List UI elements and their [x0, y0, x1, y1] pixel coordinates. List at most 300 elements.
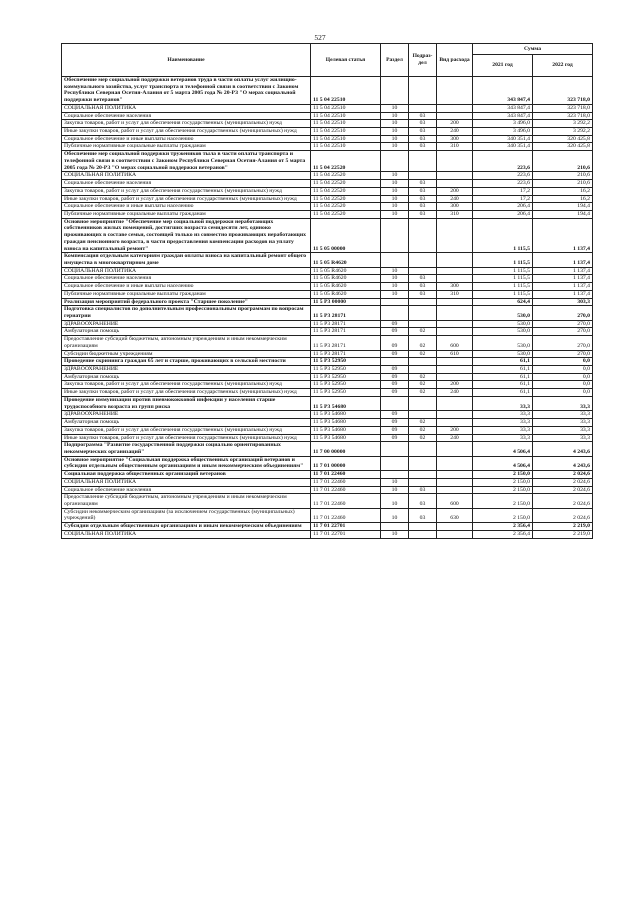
row-name: Публичные нормативные социальные выплаты гражданам — [62, 290, 311, 298]
row-sum-2021: 61,1 — [473, 381, 533, 389]
row-subsection — [409, 396, 437, 410]
row-sum-2021: 2 356,4 — [473, 523, 533, 531]
table-row — [62, 120, 593, 128]
table-row — [62, 523, 593, 531]
row-name: Предоставление субсидий бюджетным, автономным учреждениям и иным некоммерческим организациям — [62, 336, 311, 350]
row-expense-type — [437, 486, 473, 494]
row-name: Социальное обеспечение населения — [62, 486, 311, 494]
row-sum-2022: 4 243,6 — [533, 456, 593, 470]
page-number: 527 — [314, 33, 326, 42]
row-sum-2022: 2 024,6 — [533, 478, 593, 486]
row-name: ЗДРАВООХРАНЕНИЕ — [62, 320, 311, 328]
row-sum-2021: 3 496,0 — [473, 128, 533, 136]
row-sum-2021: 530,0 — [473, 328, 533, 336]
row-sum-2022: 16,2 — [533, 195, 593, 203]
row-sum-2022: 0,0 — [533, 389, 593, 397]
row-name: Публичные нормативные социальные выплаты гражданам — [62, 210, 311, 218]
row-expense-type: 200 — [437, 187, 473, 195]
row-expense-type — [437, 328, 473, 336]
row-subsection — [409, 320, 437, 328]
row-sum-2022: 2 219,0 — [533, 523, 593, 531]
row-sum-2021: 2 150,0 — [473, 486, 533, 494]
table-row — [62, 381, 593, 389]
row-subsection: 03 — [409, 135, 437, 143]
table-row — [62, 195, 593, 203]
row-sum-2021: 2 356,4 — [473, 530, 533, 538]
table-row — [62, 366, 593, 374]
row-section: 09 — [381, 328, 409, 336]
row-sum-2021: 33,3 — [473, 434, 533, 442]
row-sum-2021: 4 506,4 — [473, 456, 533, 470]
row-expense-type: 200 — [437, 120, 473, 128]
row-subsection: 03 — [409, 203, 437, 211]
row-name: Амбулаторная помощь — [62, 328, 311, 336]
row-sum-2021: 17,2 — [473, 195, 533, 203]
row-subsection: 03 — [409, 486, 437, 494]
header-sum: Сумма — [473, 44, 593, 55]
row-name: Подпрограмма "Развитие государственной поддержки социально ориентированных некоммерческих организаций" — [62, 442, 311, 456]
row-subsection — [409, 366, 437, 374]
row-target-code: 11 5 04 22510 — [311, 135, 381, 143]
row-subsection — [409, 306, 437, 320]
row-expense-type: 310 — [437, 210, 473, 218]
row-name: Закупка товаров, работ и услуг для обеспечения государственных (муниципальных) нужд — [62, 426, 311, 434]
row-name: Социальная поддержка общественных организаций ветеранов — [62, 471, 311, 479]
row-target-code: 11 5 04 22520 — [311, 151, 381, 172]
table-row — [62, 218, 593, 253]
row-section — [381, 253, 409, 267]
row-subsection: 02 — [409, 426, 437, 434]
row-sum-2022: 320 425,8 — [533, 143, 593, 151]
row-target-code: 11 5 P3 28171 — [311, 320, 381, 328]
row-sum-2022: 0,0 — [533, 358, 593, 366]
row-target-code: 11 5 04 22510 — [311, 77, 381, 105]
row-sum-2022: 0,0 — [533, 366, 593, 374]
table-row — [62, 104, 593, 112]
row-subsection — [409, 253, 437, 267]
row-expense-type — [437, 104, 473, 112]
row-section: 10 — [381, 128, 409, 136]
row-subsection: 03 — [409, 494, 437, 508]
row-name: СОЦИАЛЬНАЯ ПОЛИТИКА — [62, 267, 311, 275]
row-subsection — [409, 411, 437, 419]
row-name: Иные закупки товаров, работ и услуг для обеспечения государственных (муниципальных) нужд — [62, 195, 311, 203]
row-sum-2022: 270,0 — [533, 328, 593, 336]
row-sum-2022: 270,0 — [533, 350, 593, 358]
row-subsection: 02 — [409, 389, 437, 397]
row-sum-2022: 1 137,4 — [533, 275, 593, 283]
row-expense-type — [437, 253, 473, 267]
table-row — [62, 298, 593, 306]
row-subsection — [409, 442, 437, 456]
row-subsection: 03 — [409, 508, 437, 522]
table-row — [62, 508, 593, 522]
row-sum-2021: 223,6 — [473, 172, 533, 180]
row-expense-type — [437, 396, 473, 410]
table-row — [62, 389, 593, 397]
row-sum-2022: 320 425,8 — [533, 135, 593, 143]
row-sum-2021: 3 496,0 — [473, 120, 533, 128]
row-target-code: 11 5 P3 54680 — [311, 411, 381, 419]
row-subsection — [409, 530, 437, 538]
row-sum-2022: 270,0 — [533, 320, 593, 328]
row-sum-2021: 33,3 — [473, 396, 533, 410]
row-sum-2021: 1 115,5 — [473, 253, 533, 267]
row-expense-type — [437, 306, 473, 320]
row-sum-2021: 206,4 — [473, 203, 533, 211]
row-subsection — [409, 456, 437, 470]
row-sum-2022: 1 137,4 — [533, 283, 593, 291]
header-type: Вид расхода — [437, 44, 473, 77]
row-subsection: 02 — [409, 328, 437, 336]
row-name: Социальное обеспечение и иные выплаты населению — [62, 283, 311, 291]
row-expense-type — [437, 267, 473, 275]
table-row — [62, 442, 593, 456]
row-target-code: 11 5 05 R4620 — [311, 253, 381, 267]
table-row — [62, 350, 593, 358]
row-expense-type: 600 — [437, 494, 473, 508]
row-sum-2021: 340 351,4 — [473, 143, 533, 151]
row-target-code: 11 7 01 22460 — [311, 471, 381, 479]
row-sum-2022: 2 024,6 — [533, 486, 593, 494]
row-target-code: 11 5 P3 28171 — [311, 306, 381, 320]
row-section: 09 — [381, 389, 409, 397]
row-section — [381, 151, 409, 172]
row-sum-2022: 1 137,4 — [533, 267, 593, 275]
row-subsection: 02 — [409, 373, 437, 381]
row-sum-2022: 33,3 — [533, 426, 593, 434]
row-name: Предоставление субсидий бюджетным, автономным учреждениям и иным некоммерческим организациям — [62, 494, 311, 508]
row-target-code: 11 5 05 00000 — [311, 218, 381, 253]
row-name: Проведение скрининга граждан 65 лет и старше, проживающих в сельской местности — [62, 358, 311, 366]
header-year-2021: 2021 год — [473, 55, 533, 77]
row-expense-type — [437, 275, 473, 283]
row-sum-2022: 194,4 — [533, 203, 593, 211]
table-row — [62, 143, 593, 151]
row-expense-type: 240 — [437, 128, 473, 136]
table-row — [62, 275, 593, 283]
row-sum-2022: 2 024,6 — [533, 494, 593, 508]
table-row — [62, 112, 593, 120]
row-name: Субсидии некоммерческим организациям (за исключением государственных (муниципальных) учреждений) — [62, 508, 311, 522]
row-expense-type — [437, 442, 473, 456]
row-sum-2022: 323 718,0 — [533, 104, 593, 112]
row-sum-2022: 33,3 — [533, 411, 593, 419]
row-target-code: 11 7 01 22701 — [311, 530, 381, 538]
row-name: Основное мероприятие "Обеспечение мер социальной поддержки неработающих собственников жилых помещений, достигших возраста семидесяти лет, одиноко проживающих в составе семьи, состоящей только из совместно проживающих неработающих граждан пенсионного возраста, в части предоставления компенсации расходов на уплату взноса на капитальный ремонт" — [62, 218, 311, 253]
row-section: 10 — [381, 172, 409, 180]
row-expense-type — [437, 320, 473, 328]
table-row — [62, 471, 593, 479]
row-name: ЗДРАВООХРАНЕНИЕ — [62, 366, 311, 374]
row-section: 10 — [381, 104, 409, 112]
row-target-code: 11 5 P3 54680 — [311, 396, 381, 410]
row-sum-2021: 223,6 — [473, 151, 533, 172]
row-sum-2022: 33,3 — [533, 396, 593, 410]
row-sum-2021: 343 847,4 — [473, 112, 533, 120]
row-sum-2021: 1 115,5 — [473, 267, 533, 275]
table-row — [62, 320, 593, 328]
row-target-code: 11 5 05 R4620 — [311, 275, 381, 283]
row-sum-2021: 2 150,0 — [473, 494, 533, 508]
row-section — [381, 306, 409, 320]
row-name: Закупка товаров, работ и услуг для обеспечения государственных (муниципальных) нужд — [62, 381, 311, 389]
row-section: 09 — [381, 434, 409, 442]
row-expense-type — [437, 298, 473, 306]
row-target-code: 11 5 04 22520 — [311, 195, 381, 203]
row-target-code: 11 7 01 22460 — [311, 508, 381, 522]
row-subsection — [409, 172, 437, 180]
table-row — [62, 328, 593, 336]
row-name: Социальное обеспечение и иные выплаты населению — [62, 203, 311, 211]
row-expense-type: 200 — [437, 381, 473, 389]
row-expense-type: 610 — [437, 350, 473, 358]
row-section: 09 — [381, 381, 409, 389]
row-section: 10 — [381, 187, 409, 195]
table-row — [62, 494, 593, 508]
table-row — [62, 426, 593, 434]
row-sum-2022: 323 718,0 — [533, 112, 593, 120]
row-expense-type — [437, 366, 473, 374]
row-expense-type: 310 — [437, 143, 473, 151]
row-name: Проведение иммунизации против пневмококковой инфекции у населения старше трудоспособного возраста из групп риска — [62, 396, 311, 410]
row-target-code: 11 5 04 22520 — [311, 210, 381, 218]
row-subsection: 03 — [409, 290, 437, 298]
row-target-code: 11 5 05 R4620 — [311, 267, 381, 275]
row-sum-2022: 33,3 — [533, 434, 593, 442]
row-expense-type — [437, 419, 473, 427]
row-name: СОЦИАЛЬНАЯ ПОЛИТИКА — [62, 530, 311, 538]
table-row — [62, 210, 593, 218]
row-target-code: 11 5 P3 52950 — [311, 358, 381, 366]
row-target-code: 11 5 04 22510 — [311, 104, 381, 112]
row-section — [381, 298, 409, 306]
row-subsection: 02 — [409, 350, 437, 358]
row-subsection — [409, 77, 437, 105]
row-name: Субсидии отдельным общественным организациям и иным некоммерческим объединениям — [62, 523, 311, 531]
row-expense-type: 300 — [437, 283, 473, 291]
row-sum-2022: 3 292,2 — [533, 128, 593, 136]
row-name: Субсидии бюджетным учреждениям — [62, 350, 311, 358]
row-target-code: 11 5 04 22520 — [311, 172, 381, 180]
row-expense-type: 300 — [437, 135, 473, 143]
row-section — [381, 523, 409, 531]
row-sum-2021: 61,1 — [473, 389, 533, 397]
row-subsection — [409, 104, 437, 112]
row-section — [381, 442, 409, 456]
row-sum-2021: 223,6 — [473, 180, 533, 188]
row-target-code: 11 5 05 R4620 — [311, 290, 381, 298]
row-expense-type — [437, 77, 473, 105]
row-subsection: 03 — [409, 180, 437, 188]
row-section: 10 — [381, 478, 409, 486]
row-section: 10 — [381, 275, 409, 283]
table-row — [62, 478, 593, 486]
table-row — [62, 151, 593, 172]
row-target-code: 11 5 04 22520 — [311, 187, 381, 195]
row-target-code: 11 7 01 00000 — [311, 456, 381, 470]
row-subsection: 02 — [409, 419, 437, 427]
row-expense-type — [437, 358, 473, 366]
row-section: 09 — [381, 366, 409, 374]
row-expense-type — [437, 112, 473, 120]
row-sum-2022: 2 024,6 — [533, 508, 593, 522]
row-expense-type: 310 — [437, 290, 473, 298]
row-section: 09 — [381, 320, 409, 328]
table-row — [62, 434, 593, 442]
row-name: ЗДРАВООХРАНЕНИЕ — [62, 411, 311, 419]
row-expense-type — [437, 530, 473, 538]
row-target-code: 11 5 05 R4620 — [311, 283, 381, 291]
header-subsection: Подраз-дел — [409, 44, 437, 77]
row-expense-type — [437, 411, 473, 419]
row-section: 10 — [381, 180, 409, 188]
table-row — [62, 486, 593, 494]
row-expense-type: 200 — [437, 426, 473, 434]
row-section — [381, 471, 409, 479]
row-sum-2022: 323 718,0 — [533, 77, 593, 105]
table-row — [62, 267, 593, 275]
row-expense-type — [437, 151, 473, 172]
row-section: 09 — [381, 411, 409, 419]
row-target-code: 11 5 P3 00000 — [311, 298, 381, 306]
table-body — [62, 77, 593, 539]
row-expense-type — [437, 180, 473, 188]
row-subsection — [409, 298, 437, 306]
row-subsection: 03 — [409, 275, 437, 283]
row-sum-2021: 1 115,5 — [473, 275, 533, 283]
row-section: 10 — [381, 143, 409, 151]
table-row — [62, 456, 593, 470]
row-sum-2021: 530,0 — [473, 320, 533, 328]
row-sum-2022: 270,0 — [533, 306, 593, 320]
row-expense-type — [437, 478, 473, 486]
table-row — [62, 187, 593, 195]
row-target-code: 11 5 P3 52950 — [311, 381, 381, 389]
table-row — [62, 306, 593, 320]
row-section: 09 — [381, 336, 409, 350]
table-row — [62, 411, 593, 419]
row-target-code: 11 5 P3 52950 — [311, 389, 381, 397]
row-target-code: 11 5 P3 28171 — [311, 328, 381, 336]
row-sum-2022: 1 137,4 — [533, 253, 593, 267]
row-sum-2022: 210,6 — [533, 172, 593, 180]
row-sum-2021: 2 150,0 — [473, 508, 533, 522]
row-sum-2021: 61,1 — [473, 373, 533, 381]
row-sum-2022: 210,6 — [533, 180, 593, 188]
row-name: СОЦИАЛЬНАЯ ПОЛИТИКА — [62, 478, 311, 486]
row-section — [381, 358, 409, 366]
row-sum-2022: 210,6 — [533, 151, 593, 172]
row-subsection: 03 — [409, 210, 437, 218]
row-subsection: 02 — [409, 336, 437, 350]
row-sum-2022: 1 137,4 — [533, 218, 593, 253]
row-name: Амбулаторная помощь — [62, 373, 311, 381]
row-sum-2022: 3 292,2 — [533, 120, 593, 128]
row-sum-2022: 0,0 — [533, 373, 593, 381]
row-section: 10 — [381, 530, 409, 538]
row-expense-type — [437, 218, 473, 253]
row-name: Реализация мероприятий федерального проекта "Старшее поколение" — [62, 298, 311, 306]
row-subsection: 02 — [409, 381, 437, 389]
table-row — [62, 128, 593, 136]
row-section: 10 — [381, 112, 409, 120]
row-subsection: 03 — [409, 128, 437, 136]
row-sum-2021: 61,1 — [473, 358, 533, 366]
table-row — [62, 336, 593, 350]
row-sum-2022: 33,3 — [533, 419, 593, 427]
table-row — [62, 419, 593, 427]
row-sum-2021: 33,3 — [473, 419, 533, 427]
row-section: 10 — [381, 508, 409, 522]
row-sum-2021: 4 506,4 — [473, 442, 533, 456]
row-sum-2021: 1 115,5 — [473, 218, 533, 253]
table-row — [62, 290, 593, 298]
row-target-code: 11 5 P3 52950 — [311, 366, 381, 374]
row-subsection: 02 — [409, 434, 437, 442]
row-sum-2021: 1 115,5 — [473, 290, 533, 298]
row-subsection — [409, 218, 437, 253]
row-target-code: 11 5 P3 52950 — [311, 373, 381, 381]
row-name: Социальное обеспечение и иные выплаты населению — [62, 135, 311, 143]
row-name: Социальное обеспечение населения — [62, 112, 311, 120]
row-name: Иные закупки товаров, работ и услуг для обеспечения государственных (муниципальных) нужд — [62, 434, 311, 442]
row-section — [381, 456, 409, 470]
row-section: 09 — [381, 419, 409, 427]
table-row — [62, 77, 593, 105]
row-sum-2022: 2 024,6 — [533, 471, 593, 479]
row-section: 10 — [381, 210, 409, 218]
row-target-code: 11 7 01 22460 — [311, 486, 381, 494]
table-row — [62, 135, 593, 143]
row-sum-2021: 343 847,4 — [473, 104, 533, 112]
table-row — [62, 530, 593, 538]
row-name: Обеспечение мер социальной поддержки ветеранов труда в части оплаты услуг жилищно-коммунального хозяйства, услуг транспорта и телефонной связи в соответствии с Законом Республики Северная Осетия-Алания от 5 марта 2005 года № 20-РЗ "О мерах социальной поддержки ветеранов" — [62, 77, 311, 105]
row-section — [381, 218, 409, 253]
header-code: Целевая статья — [311, 44, 381, 77]
table-row — [62, 180, 593, 188]
row-target-code: 11 5 P3 54680 — [311, 419, 381, 427]
row-subsection — [409, 478, 437, 486]
row-target-code: 11 5 04 22520 — [311, 180, 381, 188]
row-target-code: 11 5 04 22510 — [311, 143, 381, 151]
row-section: 10 — [381, 135, 409, 143]
row-subsection: 03 — [409, 120, 437, 128]
row-sum-2021: 206,4 — [473, 210, 533, 218]
row-target-code: 11 5 P3 54680 — [311, 434, 381, 442]
row-expense-type — [437, 373, 473, 381]
row-expense-type: 300 — [437, 203, 473, 211]
row-target-code: 11 5 04 22510 — [311, 112, 381, 120]
row-expense-type — [437, 523, 473, 531]
row-sum-2022: 194,4 — [533, 210, 593, 218]
row-sum-2021: 1 115,5 — [473, 283, 533, 291]
row-name: Социальное обеспечение населения — [62, 180, 311, 188]
row-target-code: 11 7 01 22701 — [311, 523, 381, 531]
row-target-code: 11 5 P3 54680 — [311, 426, 381, 434]
row-subsection — [409, 267, 437, 275]
row-section: 09 — [381, 350, 409, 358]
row-name: Иные закупки товаров, работ и услуг для обеспечения государственных (муниципальных) нужд — [62, 389, 311, 397]
row-target-code: 11 7 01 22460 — [311, 478, 381, 486]
row-expense-type — [437, 456, 473, 470]
header-name: Наименование — [62, 44, 311, 77]
row-section — [381, 396, 409, 410]
row-subsection: 03 — [409, 187, 437, 195]
row-target-code: 11 7 00 00000 — [311, 442, 381, 456]
row-name: Основное мероприятие "Социальная поддержка общественных организаций ветеранов и субсидии отдельным общественным организациям и иным некоммерческим объединениям" — [62, 456, 311, 470]
table-row — [62, 203, 593, 211]
